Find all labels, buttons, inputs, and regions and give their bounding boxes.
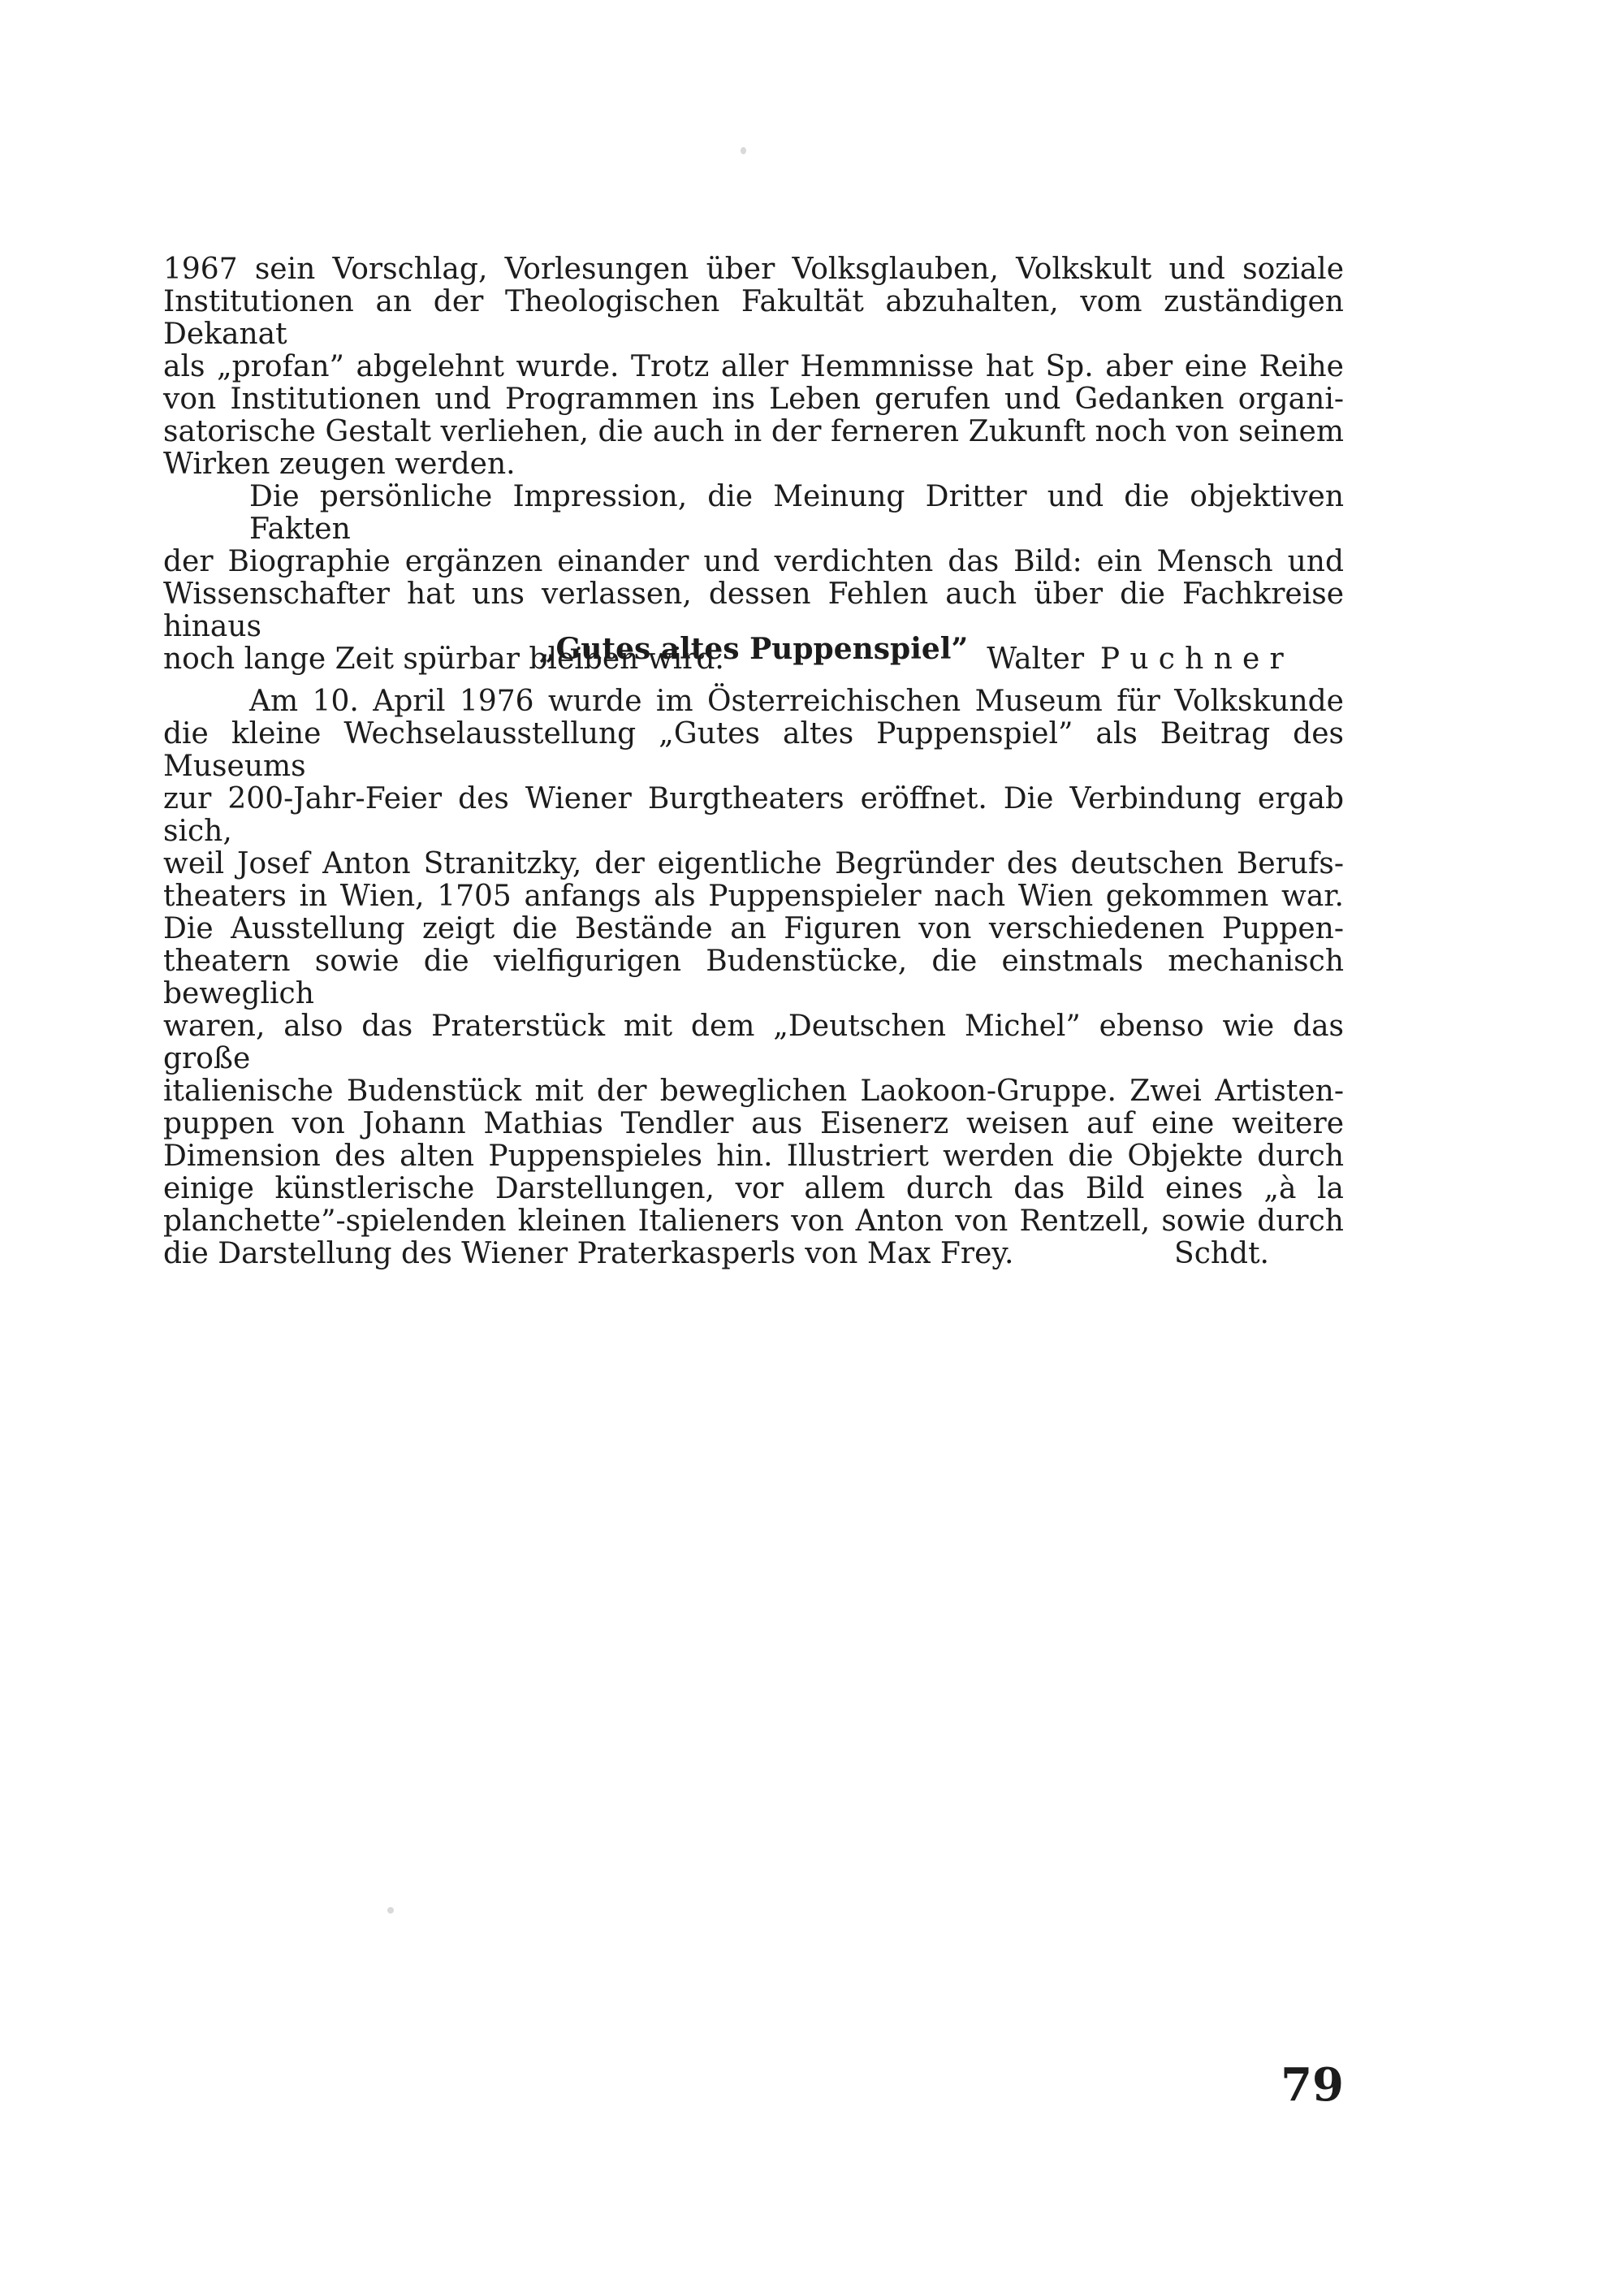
body-text-line: zur 200-Jahr-Feier des Wiener Burgtheaters eröffnet. Die Verbindung ergab sich, [163,782,1344,848]
body-text-line: Wirken zeugen werden. [163,448,516,481]
body-text-line: Wissenschafter hat uns verlassen, dessen Fehlen auch über die Fachkreise hinaus [163,577,1344,643]
body-text-line: planchette”-spielenden kleinen Italieners von Anton von Rentzell, sowie durch [163,1205,1344,1238]
obituary-text-block [163,253,1344,676]
page-number: 79 [1281,2058,1344,2112]
scan-speck [741,147,746,154]
body-text-line: theaters in Wien, 1705 anfangs als Puppenspieler nach Wien gekommen war. [163,880,1344,913]
body-text-line: der Biographie ergänzen einander und verdichten das Bild: ein Mensch und [163,545,1344,578]
body-text-line: satorische Gestalt verliehen, die auch in der ferneren Zukunft noch von seinem [163,415,1344,448]
body-text-line: Am 10. April 1976 wurde im Österreichischen Museum für Volkskunde [249,685,1344,718]
article-text-block [163,686,1344,1270]
body-text-line: Die persönliche Impression, die Meinung Dritter und die objektiven Fakten [249,480,1344,546]
body-text-line: einige künstlerische Darstellungen, vor allem durch das Bild eines „à la [163,1172,1344,1205]
body-text-line: weil Josef Anton Stranitzky, der eigentliche Begründer des deutschen Berufs- [163,847,1344,880]
body-text-line: die kleine Wechselausstellung „Gutes altes Puppenspiel” als Beitrag des Museums [163,717,1344,783]
body-text-line: von Institutionen und Programmen ins Leben gerufen und Gedanken organi- [163,383,1344,416]
body-text-line: die Darstellung des Wiener Praterkasperls von Max Frey. [163,1237,1014,1270]
body-text-line: Die Ausstellung zeigt die Bestände an Figuren von verschiedenen Puppen- [163,912,1344,945]
body-text-line: puppen von Johann Mathias Tendler aus Eisenerz weisen auf eine weitere [163,1107,1344,1140]
body-text-line: waren, also das Praterstück mit dem „Deutschen Michel” ebenso wie das große [163,1010,1344,1075]
body-text-line: als „profan” abgelehnt wurde. Trotz aller Hemmnisse hat Sp. aber eine Reihe [163,350,1344,383]
body-text-line: Dimension des alten Puppenspieles hin. Illustriert werden die Objekte durch [163,1140,1344,1173]
scan-speck [387,1907,394,1914]
body-text-line: theatern sowie die vielfigurigen Budenstücke, die einstmals mechanisch beweglich [163,945,1344,1010]
author-signature: Schdt. [1174,1237,1269,1270]
author-first-name: Walter [987,642,1085,676]
body-text-line: italienische Budenstück mit der beweglichen Laokoon-Gruppe. Zwei Artisten- [163,1075,1344,1108]
author-last-name: Puchner [1099,642,1294,676]
section-heading: „Gutes altes Puppenspiel” [538,632,969,666]
body-text-line: noch lange Zeit spürbar bleiben wird. [163,642,724,676]
article-last-line [163,1238,1344,1270]
body-text-line: 1967 sein Vorschlag, Vorlesungen über Volksglauben, Volkskult und soziale [163,253,1344,286]
body-text-line: Institutionen an der Theologischen Fakultät abzuhalten, vom zuständigen Dekanat [163,285,1344,351]
